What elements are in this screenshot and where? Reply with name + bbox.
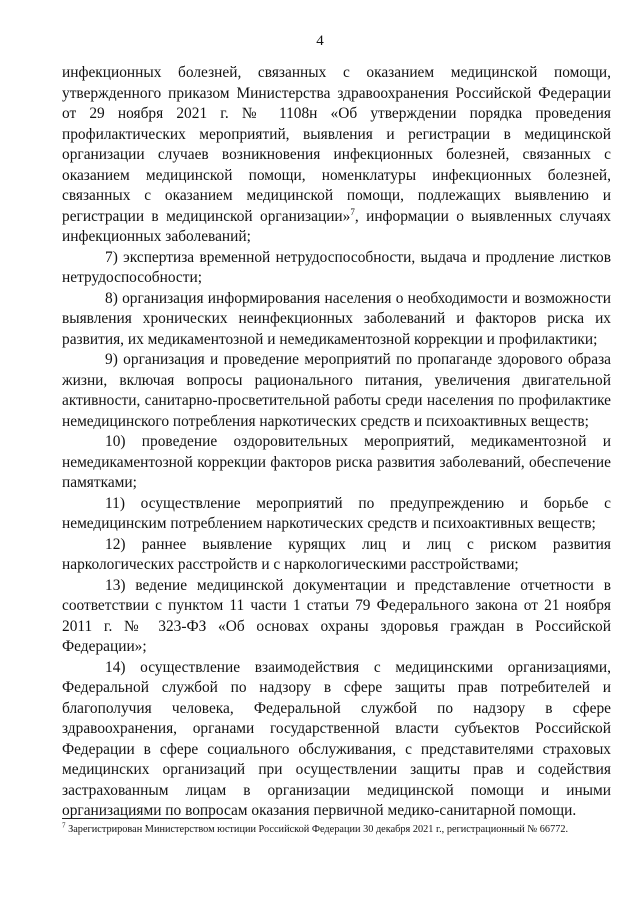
document-body	[62, 63, 611, 822]
list-item-11: 11) осуществление мероприятий по предупреждению и борьбе с немедицинским потреблением наркотических средств и психоактивных веществ;	[62, 494, 611, 532]
paragraph-continuation	[62, 63, 611, 248]
list-item-9: 9) организация и проведение мероприятий по пропаганде здорового образа жизни, включая вопросы рационального питания, увеличения двигательной активности, санитарно-просветительной работы среди населения по профилактике немедицинского потребления наркотических средств и психоактивных веществ;	[62, 351, 611, 430]
page-number: 4	[316, 33, 324, 49]
list-item-14: 14) осуществление взаимодействия с медицинскими организациями, Федеральной службой по надзору в сфере защиты прав потребителей и благополучия человека, Федеральной службой по надзору в сфере здравоохранения, органами государственной власти субъектов Российской Федерации в сфере социального обслуживания, с представителями страховых медицинских организаций при осуществлении защиты прав и содействия застрахованным лицам в организации медицинской помощи и иными организациями по вопросам оказания первичной медико-санитарной помощи.	[62, 658, 611, 819]
paragraph-text: инфекционных болезней, связанных с оказанием медицинской помощи, утвержденного приказом Министерства здравоохранения Российской Федерации от 29 ноября 2021 г. № 1108н «Об утверждении порядка проведения профилактических мероприятий, выявления и регистрации в медицинской организации случаев возникновения инфекционных болезней, связанных с оказанием медицинской помощи, номенклатуры инфекционных болезней, связанных с оказанием медицинской помощи, подлежащих выявлению и регистрации в медицинской организации»	[62, 64, 611, 225]
footnote-text: Зарегистрирован Министерством юстиции Российской Федерации 30 декабря 2021 г., регистрационный № 66772.	[65, 824, 569, 835]
list-item-10: 10) проведение оздоровительных мероприятий, медикаментозной и немедикаментозной коррекции факторов риска развития заболеваний, обеспечение памятками;	[62, 433, 611, 491]
footnote-divider	[62, 818, 232, 819]
footnote-mark: 7	[62, 821, 66, 830]
footnote-reference: 7	[350, 206, 355, 217]
list-item-8: 8) организация информирования населения о необходимости и возможности выявления хронических неинфекционных заболеваний и факторов риска их развития, их медикаментозной и немедикаментозной коррекции и профилактики;	[62, 289, 611, 348]
paragraph-text: , информации о выявленных случаях инфекционных заболеваний;	[62, 207, 611, 245]
list-item-12: 12) раннее выявление курящих лиц и лиц с риском развития наркологических расстройств и с наркологическими расстройствами;	[62, 535, 611, 573]
list-item-13: 13) ведение медицинской документации и представление отчетности в соответствии с пунктом 11 части 1 статьи 79 Федерального закона от 21 ноября 2011 г. № 323-ФЗ «Об основах охраны здоровья граждан в Российской Федерации»;	[62, 576, 611, 655]
list-item-7: 7) экспертиза временной нетрудоспособности, выдача и продление листков нетрудоспособности;	[62, 248, 611, 286]
footnote	[62, 823, 622, 836]
